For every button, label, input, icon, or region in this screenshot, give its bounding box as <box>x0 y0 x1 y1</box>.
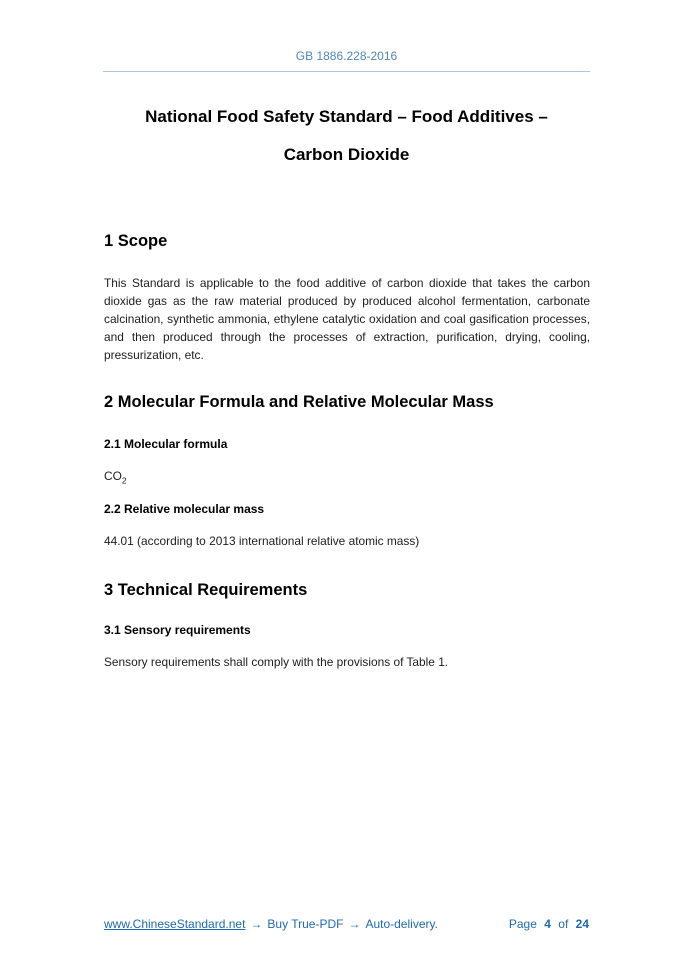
document-body <box>0 231 693 670</box>
arrow-right-icon: → <box>250 917 263 931</box>
formula-base: CO <box>104 469 122 483</box>
section-2-1-heading: 2.1 Molecular formula <box>104 437 228 451</box>
page-total-number: 24 <box>575 917 589 931</box>
document-footer <box>104 916 589 932</box>
section-3-heading: 3 Technical Requirements <box>104 581 308 599</box>
title-line-1: National Food Safety Standard – Food Additives – <box>145 107 548 126</box>
section-2-2-heading: 2.2 Relative molecular mass <box>104 502 265 516</box>
document-header <box>0 0 693 72</box>
page-label: Page <box>508 917 537 931</box>
relative-molecular-mass-text: 44.01 (according to 2013 international relative atomic mass) <box>104 534 420 548</box>
page-current-number: 4 <box>544 917 551 931</box>
page-indicator <box>509 916 589 932</box>
sensory-requirements-text: Sensory requirements shall comply with the provisions of Table 1. <box>104 655 449 669</box>
auto-delivery-label: Auto-delivery. <box>365 917 438 931</box>
molecular-formula <box>104 469 590 484</box>
of-label: of <box>558 917 569 931</box>
section-2-heading: 2 Molecular Formula and Relative Molecular Mass <box>104 393 494 411</box>
header-divider <box>103 71 590 72</box>
title-line-2: Carbon Dioxide <box>283 145 410 164</box>
section-1-scope-heading: 1 Scope <box>104 232 168 250</box>
document-title <box>40 98 653 174</box>
chinesestandard-link[interactable]: www.ChineseStandard.net <box>104 917 246 931</box>
footer-promo <box>104 916 438 932</box>
scope-paragraph: This Standard is applicable to the food additive of carbon dioxide that takes the carbon dioxide gas as the raw material produced by produced alcohol fermentation, carbonate calcination, synthetic ammonia, ethylene catalytic oxidation and coal gasification processes, and then produced through the processes of extraction, purification, drying, cooling, pressurization, etc. <box>104 276 590 362</box>
formula-subscript: 2 <box>121 475 127 486</box>
arrow-right-icon: → <box>348 917 361 931</box>
standard-number: GB 1886.228-2016 <box>295 49 398 63</box>
buy-true-pdf-label: Buy True-PDF <box>267 917 344 931</box>
section-3-1-heading: 3.1 Sensory requirements <box>104 623 251 637</box>
